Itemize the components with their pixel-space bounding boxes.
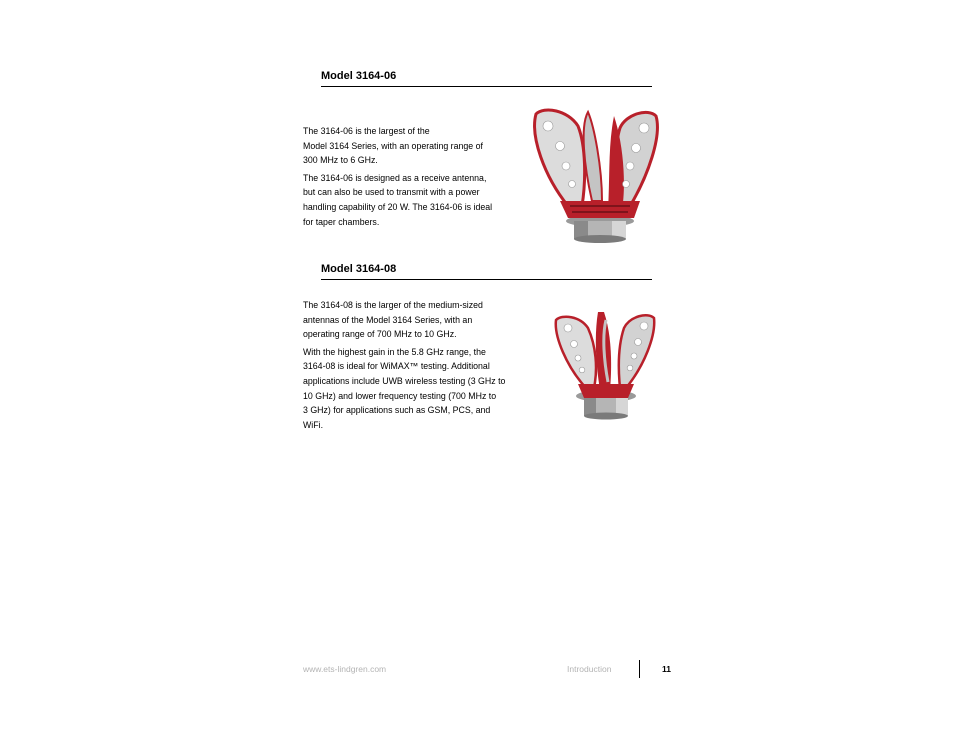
text-line: but can also be used to transmit with a power [303, 187, 480, 198]
text-line: 3164-08 is ideal for WiMAX™ testing. Additional [303, 361, 490, 372]
section-body-3164-06 [303, 124, 533, 232]
text-line: for taper chambers. [303, 216, 380, 227]
text-line: WiFi. [303, 419, 324, 430]
paragraph [303, 171, 533, 229]
text-line: 10 GHz) and lower frequency testing (700 MHz to [303, 390, 497, 401]
footer-section-name: Introduction [567, 664, 612, 674]
text-line: operating range of 700 MHz to 10 GHz. [303, 329, 457, 340]
page-number: 11 [662, 664, 671, 674]
text-line: Model 3164 Series, with an operating range of [303, 140, 483, 151]
text-line: The 3164-06 is the largest of the [303, 126, 430, 136]
text-line: 300 MHz to 6 GHz. [303, 155, 378, 166]
text-line: antennas of the Model 3164 Series, with an [303, 314, 473, 325]
text-line: The 3164-08 is the larger of the medium-sized [303, 300, 483, 310]
paragraph [303, 298, 533, 342]
footer-divider [639, 660, 640, 678]
section-body-3164-08 [303, 298, 533, 435]
text-line: applications include UWB wireless testing (3 GHz to [303, 375, 506, 386]
footer-url: www.ets-lindgren.com [303, 664, 387, 674]
paragraph [303, 345, 533, 433]
text-line: handling capability of 20 W. The 3164-06 is ideal [303, 201, 493, 212]
section-title-3164-06: Model 3164-06 [321, 69, 652, 87]
paragraph [303, 124, 533, 168]
antenna-3164-06-image [530, 106, 662, 248]
text-line: With the highest gain in the 5.8 GHz range, the [303, 346, 486, 357]
text-line: The 3164-06 is designed as a receive antenna, [303, 172, 487, 183]
text-line: 3 GHz) for applications such as GSM, PCS, and [303, 405, 491, 416]
section-title-3164-08: Model 3164-08 [321, 262, 652, 280]
antenna-3164-08-image [552, 306, 660, 424]
